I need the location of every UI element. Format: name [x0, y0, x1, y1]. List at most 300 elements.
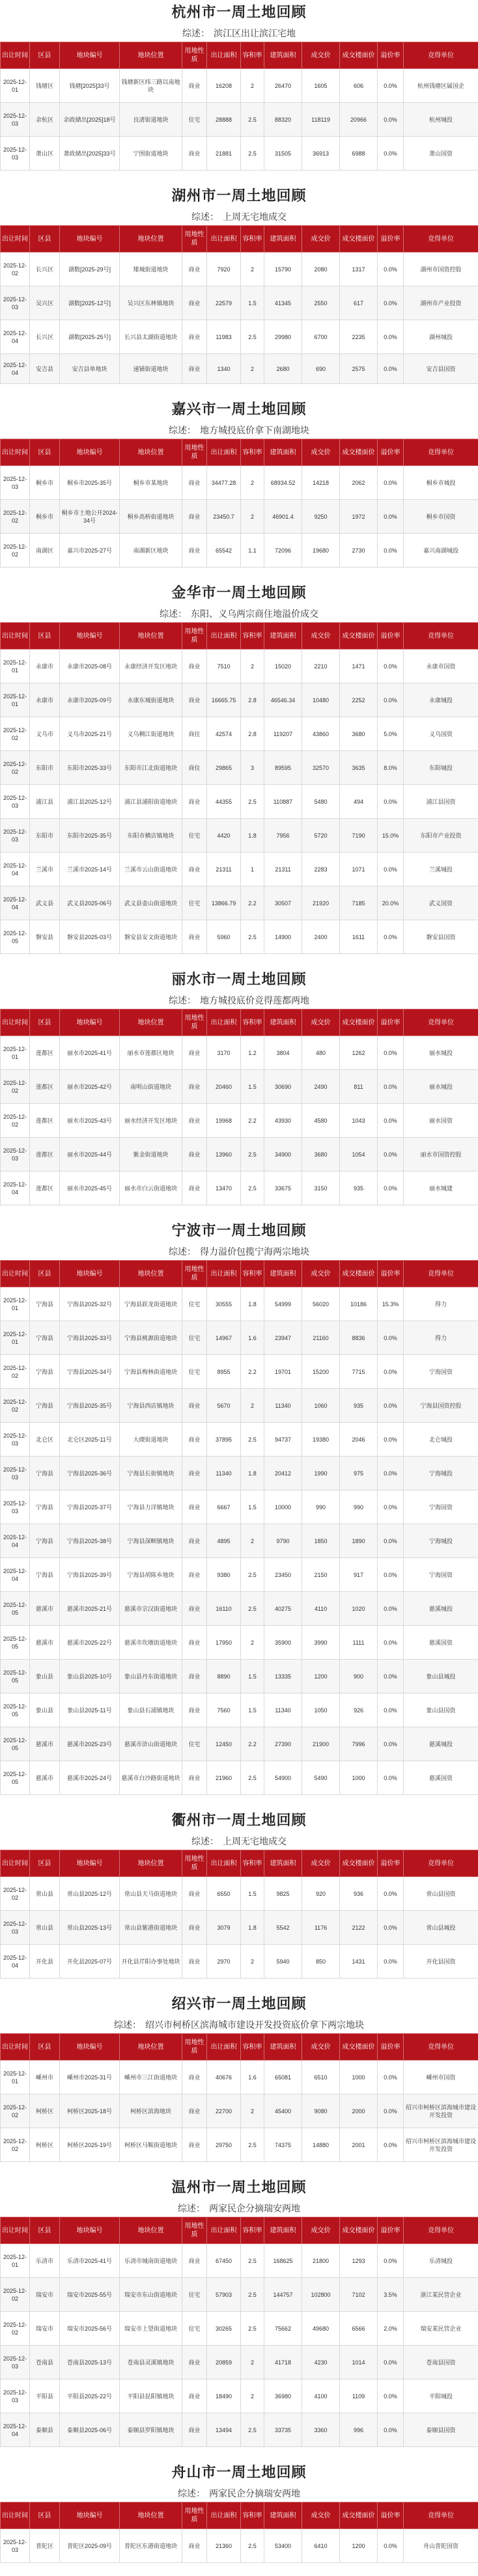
table-row: [1, 853, 478, 886]
table-cell: 浦江县国资: [404, 785, 478, 819]
table-cell: 商业: [182, 650, 207, 683]
table-cell: 9790: [264, 1524, 302, 1558]
table-row: [1, 500, 478, 534]
table-cell: 嵊州市三江街道地块: [120, 2061, 182, 2094]
table-cell: 936: [340, 1877, 378, 1911]
column-header: 出让时间: [1, 1009, 30, 1036]
table-cell: 65542: [207, 534, 241, 568]
table-cell: 商业: [182, 1389, 207, 1423]
table-cell: 43930: [264, 1104, 302, 1138]
table-cell: 0.0%: [378, 650, 404, 683]
column-header: 成交楼面价: [340, 2217, 378, 2244]
table-row: [1, 103, 478, 137]
land-table: [0, 439, 478, 568]
city-title: 舟山市一周土地回顾: [0, 2460, 478, 2485]
column-header: 用地性质: [182, 623, 207, 650]
city-section: [0, 184, 478, 397]
table-cell: 浙江某民营企业: [404, 2278, 478, 2312]
table-cell: 15.0%: [378, 819, 404, 853]
table-cell: 宁海县跃龙街道地块: [120, 1287, 182, 1321]
table-cell: 0.0%: [378, 1355, 404, 1389]
table-cell: 丽水国资: [404, 1104, 478, 1138]
city-section: [0, 1808, 478, 1992]
table-cell: 13494: [207, 2413, 241, 2447]
table-cell: 2490: [302, 1070, 340, 1104]
table-cell: 常山县国资: [404, 1877, 478, 1911]
table-cell: 46901.4: [264, 500, 302, 534]
table-cell: 1.2: [241, 1036, 264, 1070]
table-cell: 31505: [264, 137, 302, 171]
table-cell: 慈溪市浒山街道地块: [120, 1727, 182, 1761]
column-header: 溢价率: [378, 1261, 404, 1287]
table-cell: 2.8: [241, 683, 264, 717]
table-cell: 1200: [340, 2529, 378, 2563]
column-header: 溢价率: [378, 1009, 404, 1036]
table-cell: 宁海县桃源街道地块: [120, 1321, 182, 1355]
table-cell: 2.5: [241, 1761, 264, 1795]
table-cell: 住宅: [182, 1355, 207, 1389]
table-cell: 2025-12-05: [1, 1660, 30, 1693]
table-cell: 湖数[2025-25号]: [60, 320, 120, 354]
table-cell: 0.0%: [378, 1558, 404, 1592]
table-cell: 商业: [182, 1172, 207, 1205]
table-row: [1, 286, 478, 320]
table-cell: 20966: [340, 103, 378, 137]
table-cell: 绍兴市柯桥区滨海城市建设开发投资: [404, 2094, 478, 2128]
table-cell: 16665.75: [207, 683, 241, 717]
summary-lead: 综述：: [160, 609, 187, 619]
table-cell: 得力: [404, 1321, 478, 1355]
table-cell: 2.5: [241, 2128, 264, 2162]
table-cell: 宁海县2025-34号: [60, 1355, 120, 1389]
table-cell: 37895: [207, 1423, 241, 1457]
column-header: 出让时间: [1, 1261, 30, 1287]
table-cell: 余政储出[2025]18号: [60, 103, 120, 137]
table-cell: 41718: [264, 2346, 302, 2379]
table-cell: 安吉县单地块: [60, 354, 120, 384]
table-cell: 嵊州市2025-31号: [60, 2061, 120, 2094]
table-cell: 东阳市2025-35号: [60, 819, 120, 853]
table-cell: 1.5: [241, 1490, 264, 1524]
table-cell: 2550: [302, 286, 340, 320]
table-cell: 28888: [207, 103, 241, 137]
table-cell: 0.0%: [378, 69, 404, 103]
table-cell: 泰顺县2025-06号: [60, 2413, 120, 2447]
table-cell: 480: [302, 1036, 340, 1070]
table-cell: 宁海县力洋镇地块: [120, 1490, 182, 1524]
table-cell: 永康市: [30, 650, 60, 683]
table-cell: 5960: [207, 920, 241, 954]
table-cell: 嵊州市国资: [404, 2061, 478, 2094]
table-cell: 宁海县西店镇地块: [120, 1389, 182, 1423]
table-cell: 住宅: [182, 1287, 207, 1321]
table-cell: 2.5: [241, 103, 264, 137]
table-cell: 920: [302, 1877, 340, 1911]
table-cell: 宁围街道地块: [120, 137, 182, 171]
column-header: 成交价: [302, 439, 340, 466]
table-cell: 宁海县深甽镇地块: [120, 1524, 182, 1558]
table-cell: 3680: [340, 717, 378, 751]
summary: [0, 208, 478, 225]
city-section: [0, 2460, 478, 2576]
table-cell: 苍南县灵溪镇地块: [120, 2346, 182, 2379]
column-header: 地块编号: [60, 2034, 120, 2061]
table-cell: 兰溪市: [30, 853, 60, 886]
column-header: 地块位置: [120, 623, 182, 650]
table-cell: 15.3%: [378, 1287, 404, 1321]
table-cell: 0.0%: [378, 2128, 404, 2162]
table-row: [1, 1490, 478, 1524]
table-cell: 磐安县: [30, 920, 60, 954]
table-cell: 嘉兴市2025-27号: [60, 534, 120, 568]
column-header: 容积率: [241, 42, 264, 69]
table-cell: 1.5: [241, 286, 264, 320]
table-cell: 东阳市横店镇地块: [120, 819, 182, 853]
table-cell: 2.5: [241, 2413, 264, 2447]
column-header: 建筑面积: [264, 226, 302, 253]
table-cell: 14880: [302, 2128, 340, 2162]
table-cell: 宁海县2025-37号: [60, 1490, 120, 1524]
table-cell: 余杭区: [30, 103, 60, 137]
table-cell: 7920: [207, 253, 241, 286]
table-cell: 乐清市城南街道地块: [120, 2244, 182, 2278]
table-cell: 75662: [264, 2312, 302, 2346]
table-cell: 桐乡市城投: [404, 466, 478, 500]
table-cell: 商业: [182, 2346, 207, 2379]
table-row: [1, 1070, 478, 1104]
table-cell: 2025-12-03: [1, 1138, 30, 1172]
column-header: 区县: [30, 2217, 60, 2244]
table-cell: 莲都区: [30, 1070, 60, 1104]
table-cell: 0.0%: [378, 2379, 404, 2413]
table-cell: 义乌稠江街道地块: [120, 717, 182, 751]
table-cell: 永康市2025-08号: [60, 650, 120, 683]
table-cell: 1.8: [241, 1287, 264, 1321]
table-row: [1, 683, 478, 717]
table-cell: 永康东城街道地块: [120, 683, 182, 717]
column-header: 建筑面积: [264, 1850, 302, 1877]
column-header: 成交楼面价: [340, 623, 378, 650]
table-cell: 2: [241, 650, 264, 683]
table-cell: 商业: [182, 1693, 207, 1727]
land-table: [0, 1850, 478, 1979]
table-cell: 30690: [264, 1070, 302, 1104]
table-cell: 15790: [264, 253, 302, 286]
column-header: 出让时间: [1, 439, 30, 466]
table-cell: 21311: [264, 853, 302, 886]
table-cell: 2.5: [241, 1172, 264, 1205]
table-cell: 811: [340, 1070, 378, 1104]
table-cell: 22700: [207, 2094, 241, 2128]
table-cell: 柯桥区: [30, 2128, 60, 2162]
column-header: 竞得单位: [404, 2034, 478, 2061]
table-cell: 东阳市: [30, 819, 60, 853]
summary-text: 绍兴市柯桥区滨海城市建设开发投资底价拿下两宗地块: [145, 2020, 364, 2030]
table-cell: 宁海县国资控股: [404, 1389, 478, 1423]
table-cell: 宁海县2025-33号: [60, 1321, 120, 1355]
land-table: [0, 1009, 478, 1205]
table-cell: 慈溪市2025-22号: [60, 1626, 120, 1660]
table-cell: 宁海县长街镇地块: [120, 1457, 182, 1490]
table-cell: 商业: [182, 1423, 207, 1457]
table-cell: 长兴区: [30, 253, 60, 286]
table-cell: 2025-12-04: [1, 1945, 30, 1979]
table-cell: 7185: [340, 886, 378, 920]
table-cell: 9825: [264, 1877, 302, 1911]
table-cell: 0.0%: [378, 1423, 404, 1457]
table-cell: 0.0%: [378, 1945, 404, 1979]
table-cell: 44355: [207, 785, 241, 819]
table-cell: 1.5: [241, 1660, 264, 1693]
table-cell: 2025-12-04: [1, 2413, 30, 2447]
column-header: 地块编号: [60, 1261, 120, 1287]
table-cell: 商住: [182, 751, 207, 785]
summary-lead: 综述：: [114, 2020, 141, 2030]
table-cell: 磐安县国资: [404, 920, 478, 954]
table-cell: 莲都区: [30, 1104, 60, 1138]
table-cell: 瑞安某民营企业: [404, 2312, 478, 2346]
table-cell: 2252: [340, 683, 378, 717]
column-header: 成交楼面价: [340, 1009, 378, 1036]
table-cell: 1: [241, 853, 264, 886]
summary-lead: 综述：: [182, 28, 210, 38]
column-header: 竞得单位: [404, 1009, 478, 1036]
table-cell: 宁海县: [30, 1457, 60, 1490]
column-header: 用地性质: [182, 2217, 207, 2244]
summary: [0, 422, 478, 439]
table-cell: 9080: [302, 2094, 340, 2128]
table-cell: 2025-12-02: [1, 2312, 30, 2346]
column-header: 容积率: [241, 2502, 264, 2529]
table-row: [1, 1389, 478, 1423]
summary-text: 地方城投底价拿下南湖地块: [200, 425, 309, 435]
table-cell: 14218: [302, 466, 340, 500]
table-cell: 永康城投: [404, 683, 478, 717]
table-cell: 商业: [182, 534, 207, 568]
table-cell: 慈溪市白沙路街道地块: [120, 1761, 182, 1795]
column-header: 地块位置: [120, 1850, 182, 1877]
column-header: 地块编号: [60, 226, 120, 253]
table-cell: 平阳城投: [404, 2379, 478, 2413]
table-cell: 武义县壶山街道地块: [120, 886, 182, 920]
table-cell: 42574: [207, 717, 241, 751]
summary: [0, 2016, 478, 2033]
table-cell: 34900: [264, 1138, 302, 1172]
column-header: 建筑面积: [264, 2034, 302, 2061]
table-cell: 6988: [340, 137, 378, 171]
column-header: 竞得单位: [404, 439, 478, 466]
table-cell: 4420: [207, 819, 241, 853]
table-cell: 嵊州市: [30, 2061, 60, 2094]
table-row: [1, 320, 478, 354]
table-cell: 2025-12-04: [1, 354, 30, 384]
table-cell: 4895: [207, 1524, 241, 1558]
column-header: 溢价率: [378, 2034, 404, 2061]
table-cell: 0.0%: [378, 2529, 404, 2563]
table-cell: 1071: [340, 853, 378, 886]
table-cell: 商业: [182, 1490, 207, 1524]
table-cell: 36980: [264, 2379, 302, 2413]
table-cell: 慈溪市宗汉街道地块: [120, 1592, 182, 1626]
column-header: 竞得单位: [404, 1261, 478, 1287]
table-row: [1, 1287, 478, 1321]
table-cell: 7715: [340, 1355, 378, 1389]
table-cell: 4100: [302, 2379, 340, 2413]
table-cell: 商业: [182, 1104, 207, 1138]
table-cell: 瑞安市东山街道地块: [120, 2278, 182, 2312]
table-cell: 义乌国资: [404, 717, 478, 751]
table-cell: 浦江县2025-12号: [60, 785, 120, 819]
table-cell: 住宅: [182, 886, 207, 920]
table-cell: 商业: [182, 500, 207, 534]
table-cell: 0.0%: [378, 1457, 404, 1490]
table-row: [1, 920, 478, 954]
table-cell: 5670: [207, 1389, 241, 1423]
table-cell: 19968: [207, 1104, 241, 1138]
table-row: [1, 2128, 478, 2162]
table-cell: 象山县丹东街道地块: [120, 1660, 182, 1693]
table-cell: 996: [340, 2413, 378, 2447]
table-cell: 32570: [302, 751, 340, 785]
table-cell: 宁海县: [30, 1490, 60, 1524]
table-cell: 1000: [340, 1761, 378, 1795]
table-cell: 1850: [302, 1524, 340, 1558]
table-cell: 0.0%: [378, 137, 404, 171]
city-title: 金华市一周土地回顾: [0, 581, 478, 605]
table-cell: 2025-12-02: [1, 1355, 30, 1389]
summary-text: 上周无宅地成交: [223, 212, 287, 222]
table-cell: 16110: [207, 1592, 241, 1626]
table-row: [1, 1423, 478, 1457]
table-cell: 40676: [207, 2061, 241, 2094]
table-cell: 柯桥区马鞍街道地块: [120, 2128, 182, 2162]
table-cell: 2025-12-03: [1, 2529, 30, 2563]
table-header-row: [1, 226, 478, 253]
table-cell: 2025-12-02: [1, 1389, 30, 1423]
table-cell: 0.0%: [378, 1070, 404, 1104]
table-cell: 宁海县: [30, 1355, 60, 1389]
table-cell: 2025-12-03: [1, 466, 30, 500]
column-header: 出让时间: [1, 2502, 30, 2529]
table-cell: 2025-12-02: [1, 2128, 30, 2162]
column-header: 成交楼面价: [340, 1261, 378, 1287]
column-header: 出让面积: [207, 2502, 241, 2529]
table-cell: 钱塘新区纬三路以南地块: [120, 69, 182, 103]
summary-lead: 综述：: [169, 1246, 196, 1257]
table-cell: 41345: [264, 286, 302, 320]
table-cell: 6510: [302, 2061, 340, 2094]
table-cell: 13470: [207, 1172, 241, 1205]
table-cell: 慈溪市: [30, 1626, 60, 1660]
table-cell: 泰顺县罗阳镇地块: [120, 2413, 182, 2447]
table-cell: 2025-12-01: [1, 1321, 30, 1355]
table-cell: 68934.52: [264, 466, 302, 500]
column-header: 建筑面积: [264, 439, 302, 466]
table-cell: 1043: [340, 1104, 378, 1138]
table-header-row: [1, 1261, 478, 1287]
table-cell: 168625: [264, 2244, 302, 2278]
column-header: 地块编号: [60, 1850, 120, 1877]
table-cell: 20859: [207, 2346, 241, 2379]
table-row: [1, 1104, 478, 1138]
column-header: 竞得单位: [404, 42, 478, 69]
table-cell: 瑞安市: [30, 2278, 60, 2312]
table-cell: 莲都区: [30, 1172, 60, 1205]
table-cell: 2.2: [241, 1104, 264, 1138]
table-cell: 1.6: [241, 2061, 264, 2094]
table-cell: 30265: [207, 2312, 241, 2346]
city-title: 丽水市一周土地回顾: [0, 967, 478, 992]
table-cell: 9380: [207, 1558, 241, 1592]
table-cell: 2025-12-05: [1, 1693, 30, 1727]
table-cell: 13866.79: [207, 886, 241, 920]
table-cell: 慈溪城投: [404, 1592, 478, 1626]
table-cell: 2025-12-04: [1, 1172, 30, 1205]
column-header: 竞得单位: [404, 226, 478, 253]
table-cell: 商业: [182, 2529, 207, 2563]
table-cell: 永康市: [30, 683, 60, 717]
table-cell: 桐乡高桥街道地块: [120, 500, 182, 534]
table-cell: 2025-12-02: [1, 1070, 30, 1104]
city-section: [0, 1218, 478, 1808]
table-cell: 2: [241, 253, 264, 286]
table-cell: 萧山国资: [404, 137, 478, 171]
table-cell: 商业: [182, 2379, 207, 2413]
table-cell: 慈溪市坎墩街道地块: [120, 1626, 182, 1660]
column-header: 出让面积: [207, 439, 241, 466]
table-cell: 丽水市白云街道地块: [120, 1172, 182, 1205]
table-cell: 宁海县2025-32号: [60, 1287, 120, 1321]
table-cell: 商业: [182, 1036, 207, 1070]
table-cell: 3990: [302, 1626, 340, 1660]
table-cell: 平阳县昆阳镇地块: [120, 2379, 182, 2413]
table-row: [1, 2278, 478, 2312]
table-cell: 商业: [182, 683, 207, 717]
column-header: 成交价: [302, 2034, 340, 2061]
table-cell: 0.0%: [378, 2413, 404, 2447]
table-cell: 2680: [264, 354, 302, 384]
column-header: 区县: [30, 42, 60, 69]
table-row: [1, 1727, 478, 1761]
table-cell: 磐安县安文街道地块: [120, 920, 182, 954]
summary: [0, 605, 478, 622]
city-section: [0, 967, 478, 1218]
table-cell: 常山县城投: [404, 1911, 478, 1945]
table-cell: 0.0%: [378, 2094, 404, 2128]
table-cell: 0.0%: [378, 1660, 404, 1693]
table-row: [1, 1355, 478, 1389]
table-row: [1, 137, 478, 171]
table-cell: 商业: [182, 785, 207, 819]
table-cell: 2025-12-04: [1, 1524, 30, 1558]
table-cell: 1.5: [241, 1693, 264, 1727]
table-cell: 8836: [340, 1321, 378, 1355]
table-cell: 46546.34: [264, 683, 302, 717]
table-cell: 2: [241, 1524, 264, 1558]
column-header: 成交楼面价: [340, 2502, 378, 2529]
table-cell: 苍南县: [30, 2346, 60, 2379]
table-cell: 大碶街道地块: [120, 1423, 182, 1457]
table-cell: 泰顺县国资: [404, 2413, 478, 2447]
city-title: 温州市一周土地回顾: [0, 2175, 478, 2200]
table-cell: 义乌市2025-21号: [60, 717, 120, 751]
table-cell: 泰顺县: [30, 2413, 60, 2447]
city-title: 衢州市一周土地回顾: [0, 1808, 478, 1833]
table-cell: 1293: [340, 2244, 378, 2278]
table-cell: 丽水市莲都区地块: [120, 1036, 182, 1070]
table-cell: 7996: [340, 1727, 378, 1761]
table-cell: 紫金街道地块: [120, 1138, 182, 1172]
